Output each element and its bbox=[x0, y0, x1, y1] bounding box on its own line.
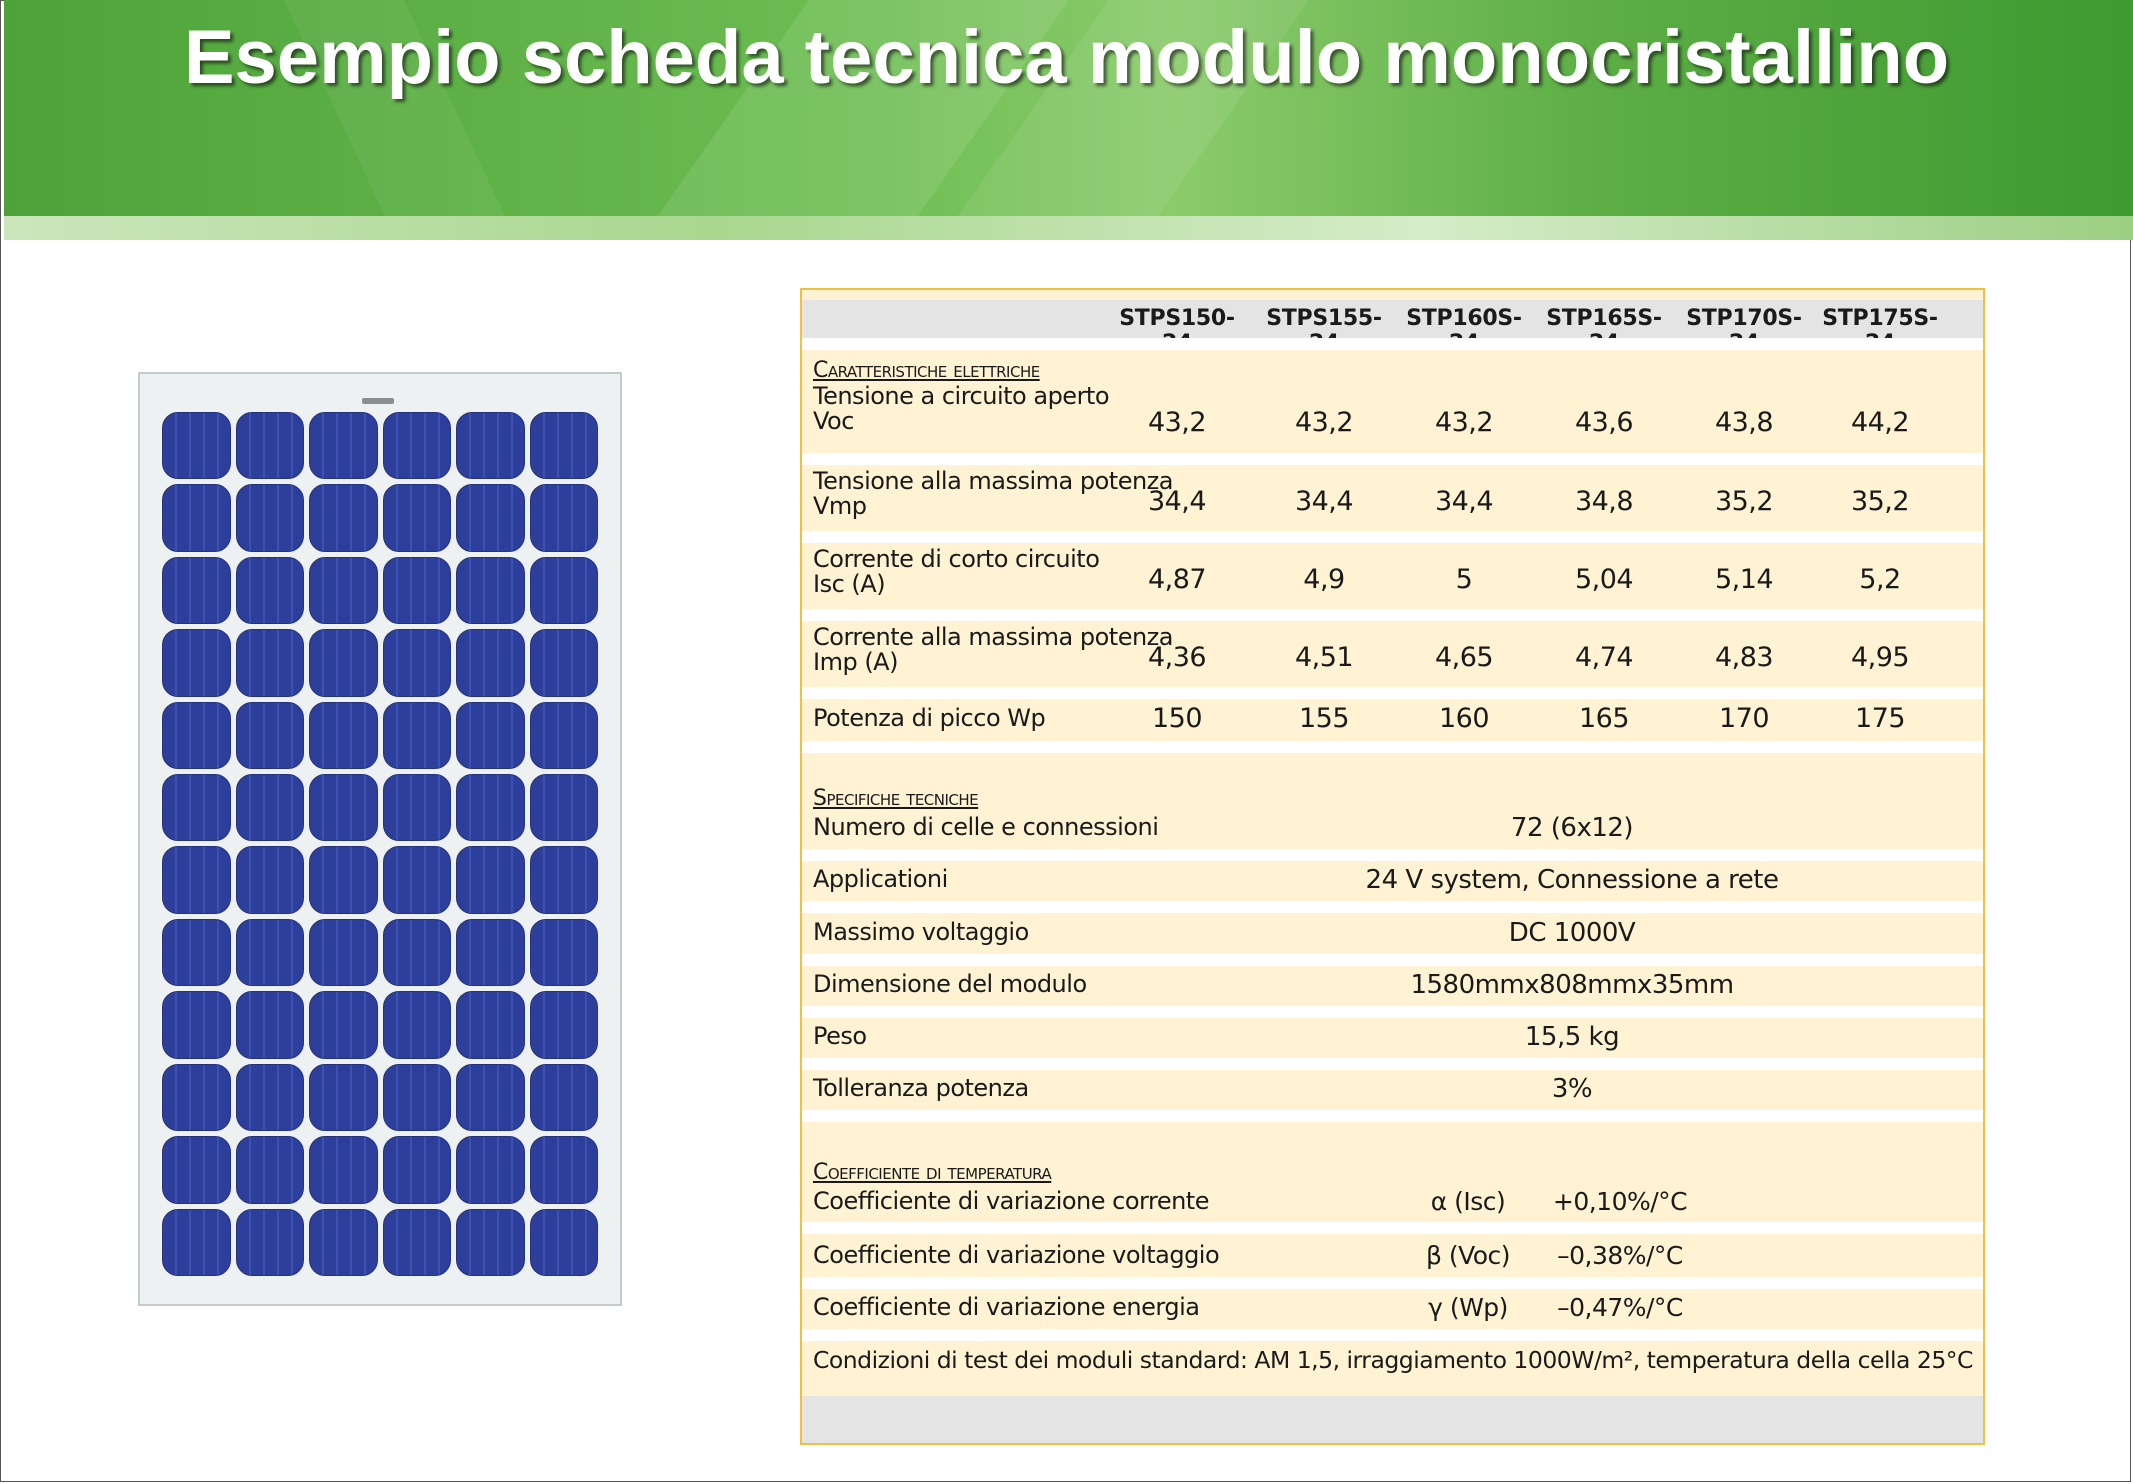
cell-value: 4,36 bbox=[1147, 642, 1207, 673]
solar-cell bbox=[162, 1209, 231, 1276]
solar-cell bbox=[456, 557, 525, 624]
solar-cell bbox=[236, 484, 305, 551]
row-label: Potenza di picco Wp bbox=[813, 704, 1046, 732]
model-header: STP160S- bbox=[1406, 306, 1522, 331]
table-row bbox=[802, 1072, 1983, 1106]
solar-cell bbox=[383, 702, 452, 769]
cell-value: 175 bbox=[1854, 703, 1906, 734]
solar-cell bbox=[530, 1209, 599, 1276]
table-row bbox=[802, 1291, 1983, 1325]
solar-cell bbox=[383, 557, 452, 624]
solar-cell bbox=[456, 919, 525, 986]
solar-cell bbox=[383, 1064, 452, 1131]
cell-value: 150 bbox=[1151, 703, 1203, 734]
cell-value: 4,87 bbox=[1147, 564, 1207, 595]
solar-cell bbox=[456, 846, 525, 913]
solar-cell bbox=[236, 1209, 305, 1276]
solar-cell bbox=[456, 629, 525, 696]
solar-cell bbox=[383, 484, 452, 551]
solar-cell bbox=[383, 846, 452, 913]
solar-cell bbox=[530, 774, 599, 841]
cell-value: 34,4 bbox=[1294, 486, 1354, 517]
cell-value: 24 V system, Connessione a rete bbox=[1365, 865, 1779, 895]
row-label: Coefficiente di variazione voltaggio bbox=[813, 1241, 1220, 1269]
row-label: Coefficiente di variazione corrente bbox=[813, 1187, 1209, 1215]
solar-cell bbox=[309, 846, 378, 913]
solar-cell bbox=[530, 702, 599, 769]
cell-value: 43,2 bbox=[1294, 407, 1354, 438]
row-sublabel: Imp (A) bbox=[813, 648, 898, 676]
solar-cell bbox=[456, 1136, 525, 1203]
cell-value: –0,38%/°C bbox=[1557, 1241, 1683, 1270]
solar-cell bbox=[309, 629, 378, 696]
solar-cell bbox=[383, 991, 452, 1058]
section-technical: Specifiche tecniche bbox=[813, 786, 979, 811]
solar-cell bbox=[383, 629, 452, 696]
cell-value: 4,51 bbox=[1294, 642, 1354, 673]
solar-cell bbox=[162, 774, 231, 841]
solar-cell bbox=[309, 702, 378, 769]
solar-cell bbox=[309, 557, 378, 624]
solar-cell bbox=[309, 991, 378, 1058]
model-header: STP170S- bbox=[1686, 306, 1802, 331]
section-electrical: Caratteristiche elettriche bbox=[813, 358, 1040, 383]
cell-value: 5 bbox=[1455, 564, 1473, 595]
cell-value: 4,65 bbox=[1434, 642, 1494, 673]
solar-cell bbox=[162, 919, 231, 986]
solar-cell bbox=[456, 1064, 525, 1131]
cell-value: 5,2 bbox=[1859, 564, 1901, 595]
solar-cell bbox=[456, 991, 525, 1058]
cell-value: –0,47%/°C bbox=[1557, 1293, 1683, 1322]
cell-value: 160 bbox=[1438, 703, 1490, 734]
row-sublabel: Voc bbox=[813, 407, 854, 435]
solar-cell bbox=[383, 774, 452, 841]
solar-cell bbox=[236, 1064, 305, 1131]
row-label: Tensione alla massima potenza bbox=[813, 467, 1173, 495]
section-temperature: Coefficiente di temperatura bbox=[813, 1160, 1052, 1185]
table-footnote-row bbox=[802, 1343, 1983, 1379]
cell-value: 43,2 bbox=[1147, 407, 1207, 438]
datasheet-table bbox=[800, 288, 1985, 1445]
coefficient-symbol: α (Isc) bbox=[1430, 1187, 1506, 1216]
solar-cell bbox=[236, 1136, 305, 1203]
cell-value: 5,14 bbox=[1714, 564, 1774, 595]
junction-clip bbox=[362, 398, 394, 404]
solar-cells-grid bbox=[162, 412, 598, 1276]
cell-value: DC 1000V bbox=[1508, 918, 1636, 948]
cell-value: 43,2 bbox=[1434, 407, 1494, 438]
solar-panel-image bbox=[138, 372, 622, 1306]
solar-cell bbox=[530, 1136, 599, 1203]
solar-cell bbox=[162, 846, 231, 913]
footnote: Condizioni di test dei moduli standard: AM 1,5, irraggiamento 1000W/m², temperatura della cella 25°C bbox=[813, 1346, 1973, 1374]
solar-cell bbox=[383, 412, 452, 479]
solar-cell bbox=[162, 702, 231, 769]
cell-value: 34,8 bbox=[1574, 486, 1634, 517]
cell-value: 35,2 bbox=[1714, 486, 1774, 517]
solar-cell bbox=[236, 412, 305, 479]
row-label: Massimo voltaggio bbox=[813, 918, 1029, 946]
cell-value: 72 (6x12) bbox=[1510, 813, 1634, 843]
cell-value: 4,9 bbox=[1303, 564, 1345, 595]
solar-cell bbox=[309, 919, 378, 986]
solar-cell bbox=[162, 991, 231, 1058]
solar-cell bbox=[236, 629, 305, 696]
row-label: Numero di celle e connessioni bbox=[813, 813, 1159, 841]
model-header: STPS150- bbox=[1119, 306, 1235, 331]
coefficient-symbol: β (Voc) bbox=[1425, 1241, 1511, 1270]
cell-value: 170 bbox=[1718, 703, 1770, 734]
row-label: Dimensione del modulo bbox=[813, 970, 1087, 998]
solar-cell bbox=[383, 919, 452, 986]
solar-cell bbox=[530, 557, 599, 624]
solar-cell bbox=[309, 412, 378, 479]
coefficient-symbol: γ (Wp) bbox=[1428, 1293, 1508, 1322]
cell-value: 44,2 bbox=[1850, 407, 1910, 438]
model-header: STPS155- bbox=[1266, 306, 1382, 331]
row-label: Corrente alla massima potenza bbox=[813, 623, 1173, 651]
solar-cell bbox=[456, 774, 525, 841]
model-header: STP165S- bbox=[1546, 306, 1662, 331]
solar-cell bbox=[236, 919, 305, 986]
table-row bbox=[802, 546, 1983, 606]
solar-cell bbox=[530, 991, 599, 1058]
cell-value: 1580mmx808mmx35mm bbox=[1410, 970, 1734, 1000]
table-row bbox=[802, 1185, 1983, 1219]
row-sublabel: Vmp bbox=[813, 492, 867, 520]
solar-cell bbox=[236, 991, 305, 1058]
solar-cell bbox=[162, 1136, 231, 1203]
solar-cell bbox=[309, 774, 378, 841]
row-label: Tensione a circuito aperto bbox=[813, 382, 1110, 410]
solar-cell bbox=[236, 557, 305, 624]
solar-cell bbox=[530, 484, 599, 551]
solar-cell bbox=[309, 484, 378, 551]
solar-cell bbox=[309, 1136, 378, 1203]
solar-cell bbox=[383, 1209, 452, 1276]
table-row bbox=[802, 624, 1983, 684]
solar-cell bbox=[456, 702, 525, 769]
solar-cell bbox=[456, 1209, 525, 1276]
solar-cell bbox=[162, 557, 231, 624]
solar-cell bbox=[236, 846, 305, 913]
cell-value: 165 bbox=[1578, 703, 1630, 734]
solar-cell bbox=[383, 1136, 452, 1203]
solar-cell bbox=[162, 629, 231, 696]
solar-cell bbox=[530, 919, 599, 986]
solar-cell bbox=[456, 412, 525, 479]
model-header: STP175S- bbox=[1822, 306, 1938, 331]
solar-cell bbox=[162, 484, 231, 551]
solar-cell bbox=[530, 629, 599, 696]
cell-value: 34,4 bbox=[1147, 486, 1207, 517]
table-row bbox=[802, 468, 1983, 528]
solar-cell bbox=[456, 484, 525, 551]
row-label: Tolleranza potenza bbox=[813, 1074, 1029, 1102]
row-label: Corrente di corto circuito bbox=[813, 545, 1100, 573]
cell-value: 43,6 bbox=[1574, 407, 1634, 438]
solar-cell bbox=[530, 412, 599, 479]
cell-value: 3% bbox=[1551, 1074, 1593, 1104]
table-row-peak bbox=[802, 701, 1983, 735]
solar-cell bbox=[162, 1064, 231, 1131]
cell-value: 4,83 bbox=[1714, 642, 1774, 673]
row-sublabel: Isc (A) bbox=[813, 570, 886, 598]
table-footer-bar bbox=[802, 1396, 1983, 1443]
row-label: Coefficiente di variazione energia bbox=[813, 1293, 1200, 1321]
slide-title: Esempio scheda tecnica modulo monocristallino bbox=[183, 15, 1950, 100]
cell-value: 35,2 bbox=[1850, 486, 1910, 517]
cell-value: 155 bbox=[1298, 703, 1350, 734]
cell-value: 4,95 bbox=[1850, 642, 1910, 673]
solar-cell bbox=[236, 702, 305, 769]
solar-cell bbox=[309, 1064, 378, 1131]
table-row bbox=[802, 968, 1983, 1002]
table-row bbox=[802, 1237, 1983, 1273]
cell-value: 4,74 bbox=[1574, 642, 1634, 673]
cell-value: +0,10%/°C bbox=[1552, 1187, 1688, 1216]
row-label: Peso bbox=[813, 1022, 867, 1050]
table-row bbox=[802, 863, 1983, 897]
row-label: Applicationi bbox=[813, 865, 948, 893]
solar-cell bbox=[530, 846, 599, 913]
table-header-row bbox=[802, 300, 1983, 338]
table-row bbox=[802, 1020, 1983, 1054]
table-row bbox=[802, 811, 1983, 845]
solar-cell bbox=[530, 1064, 599, 1131]
cell-value: 34,4 bbox=[1434, 486, 1494, 517]
table-row bbox=[802, 916, 1983, 950]
solar-cell bbox=[309, 1209, 378, 1276]
solar-cell bbox=[236, 774, 305, 841]
cell-value: 43,8 bbox=[1714, 407, 1774, 438]
solar-cell bbox=[162, 412, 231, 479]
cell-value: 5,04 bbox=[1574, 564, 1634, 595]
table-row bbox=[802, 383, 1983, 443]
cell-value: 15,5 kg bbox=[1524, 1022, 1620, 1052]
